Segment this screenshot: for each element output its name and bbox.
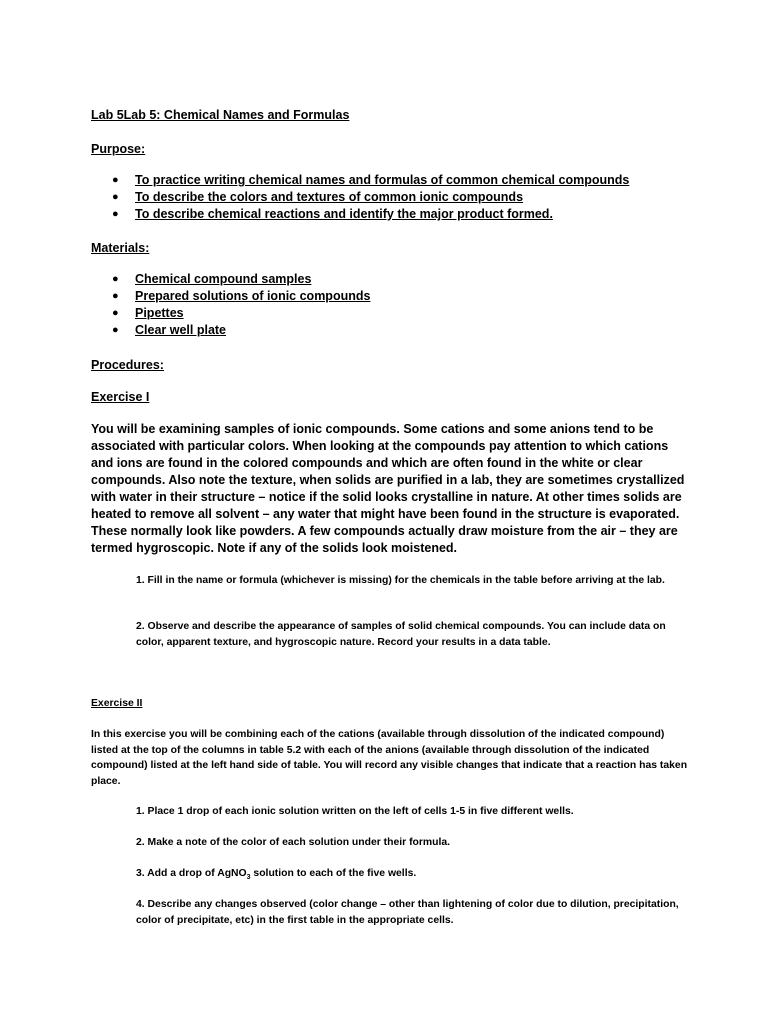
exercise-2-paragraph: In this exercise you will be combining each of the cations (available through dissolution of the indicated compound) listed at the top of the columns in table 5.2 with each of the anions (available through dissolution of the indicated compound) listed at the left hand side of table. You will record any visible changes that indicate that a reaction has taken place. [91, 729, 688, 787]
exercise-2-heading: Exercise II [91, 698, 143, 709]
list-item: ● Chemical compound samples [112, 272, 312, 286]
bullet-icon: ● [112, 273, 119, 285]
document-title: Lab 5Lab 5: Chemical Names and Formulas [91, 108, 350, 122]
exercise-1-step-1: 1. Fill in the name or formula (whichever is missing) for the chemicals in the table before arriving at the lab. [136, 575, 665, 586]
list-item: ● To describe chemical reactions and identify the major product formed. [112, 207, 553, 221]
bullet-icon: ● [112, 307, 119, 319]
materials-heading: Materials: [91, 241, 150, 255]
exercise-2-step-4: 4. Describe any changes observed (color change – other than lightening of color due to dilution, precipitation, color of precipitate, etc) in the first table in the appropriate cells. [136, 899, 679, 926]
exercise-1-heading: Exercise I [91, 390, 150, 404]
list-item: ● To describe the colors and textures of common ionic compounds [112, 190, 524, 204]
bullet-icon: ● [112, 324, 119, 336]
bullet-icon: ● [112, 208, 119, 220]
purpose-heading: Purpose: [91, 142, 146, 156]
exercise-1-paragraph: You will be examining samples of ionic compounds. Some cations and some anions tend to be associated with particular colors. When looking at the compounds pay attention to which cations and ions are found in the colored compounds and which are often found in the white or clear compounds. Also note the texture, when solids are purified in a lab, they are sometimes crystallized with water in their structure – notice if the solid looks crystalline in nature. At other times solids are heated to remove all solvent – any water that might have been found in the structure is evaporated. These normally look like powders. A few compounds actually draw moisture from the air – they are termed hygroscopic. Note if any of the solids look moistened. [91, 422, 685, 555]
list-item: ● Pipettes [112, 306, 184, 320]
exercise-2-step-1: 1. Place 1 drop of each ionic solution written on the left of cells 1-5 in five different wells. [136, 806, 574, 817]
exercise-1-step-2: 2. Observe and describe the appearance of samples of solid chemical compounds. You can include data on color, apparent texture, and hygroscopic nature. Record your results in a data table. [136, 621, 666, 648]
procedures-heading: Procedures: [91, 358, 164, 372]
bullet-icon: ● [112, 174, 119, 186]
materials-list [91, 271, 370, 339]
bullet-icon: ● [112, 290, 119, 302]
list-item: ● Clear well plate [112, 323, 227, 337]
bullet-icon: ● [112, 191, 119, 203]
purpose-list [91, 172, 629, 223]
list-item: ● To practice writing chemical names and formulas of common chemical compounds [112, 173, 630, 187]
exercise-2-step-2: 2. Make a note of the color of each solution under their formula. [136, 837, 451, 848]
exercise-2-step-3: 3. Add a drop of AgNO$_3$ solution to each of the five wells. [136, 868, 417, 882]
list-item: ● Prepared solutions of ionic compounds [112, 289, 371, 303]
